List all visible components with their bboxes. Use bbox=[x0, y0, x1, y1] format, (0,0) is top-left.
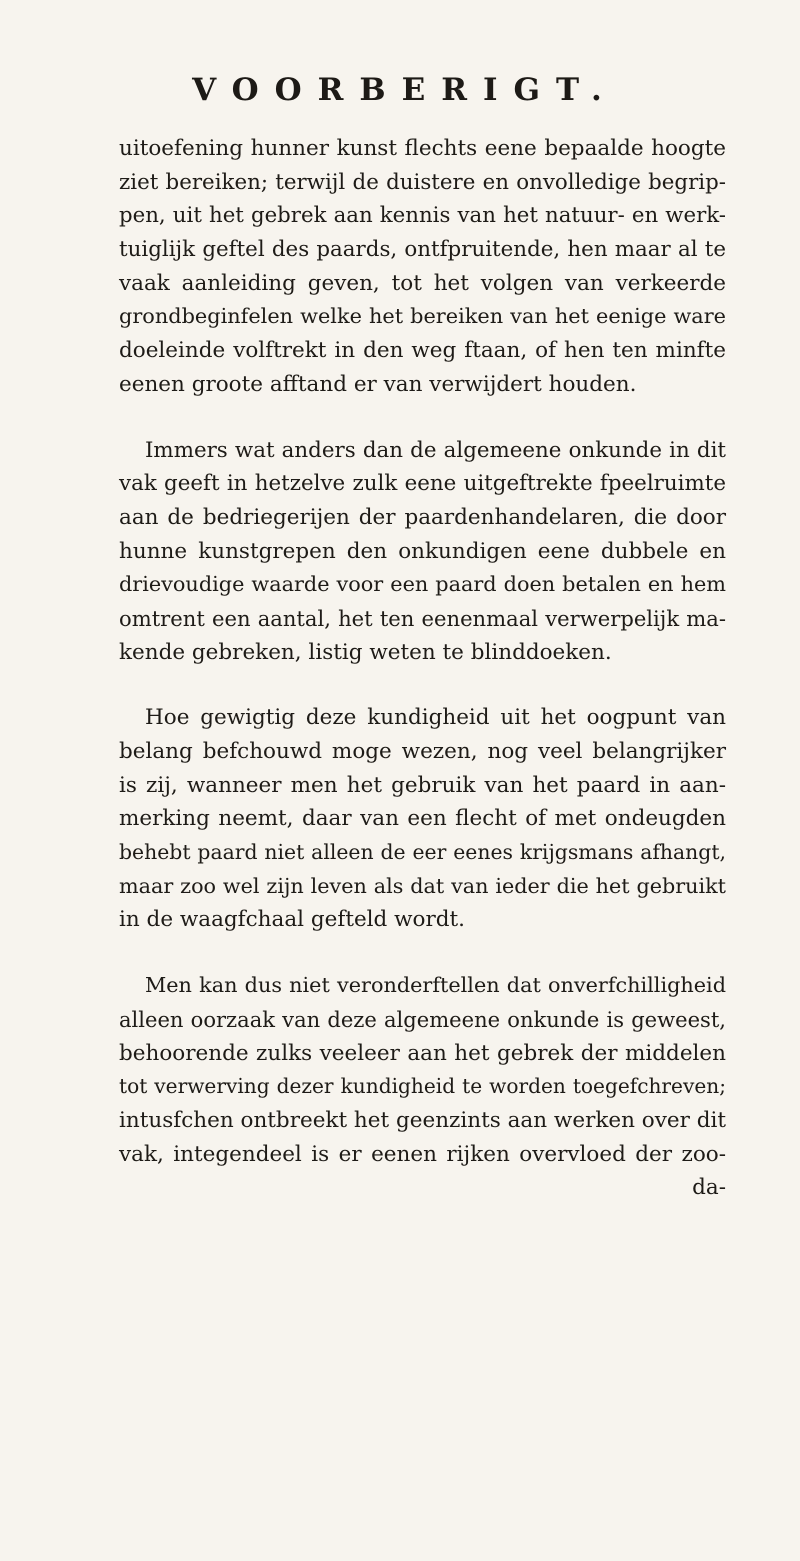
text-line: doeleinde volftrekt in den weg ftaan, of hen ten minfte bbox=[119, 338, 726, 364]
text-line: ziet bereiken; terwijl de duistere en onvolledige begrip- bbox=[119, 169, 726, 195]
text-line: kende gebreken, listig weten te blinddoeken. bbox=[119, 639, 612, 665]
text-line: vaak aanleiding geven, tot het volgen van verkeerde bbox=[119, 270, 726, 296]
text-line: Immers wat anders dan de algemeene onkunde in dit bbox=[145, 437, 726, 463]
text-line: hunne kunstgrepen den onkundigen eene dubbele en bbox=[119, 538, 726, 564]
text-line: Hoe gewigtig deze kundigheid uit het oogpunt van bbox=[145, 705, 726, 731]
text-line: tot verwerving dezer kundigheid te worden toegefchreven; bbox=[119, 1074, 726, 1099]
paragraph-2 bbox=[119, 434, 726, 670]
page-header: VOORBERIGT. bbox=[192, 72, 618, 108]
text-line: aan de bedriegerijen der paardenhandelaren, die door bbox=[119, 504, 726, 530]
text-line: vak, integendeel is er eenen rijken overvloed der zoo- bbox=[119, 1141, 726, 1167]
text-line: behoorende zulks veeleer aan het gebrek der middelen bbox=[119, 1040, 726, 1066]
text-line: intusfchen ontbreekt het geenzints aan werken over dit bbox=[119, 1107, 726, 1133]
text-line: in de waagfchaal gefteld wordt. bbox=[119, 907, 466, 933]
text-line: maar zoo wel zijn leven als dat van ieder die het gebruikt bbox=[119, 873, 726, 898]
text-line: behebt paard niet alleen de eer eenes krijgsmans afhangt, bbox=[119, 840, 726, 865]
catchword: da- bbox=[692, 1175, 726, 1201]
text-line: Men kan dus niet veronderftellen dat onverfchilligheid bbox=[145, 973, 726, 998]
text-line: merking neemt, daar van een flecht of met ondeugden bbox=[119, 806, 726, 832]
paragraph-1 bbox=[119, 132, 726, 402]
paragraph-3 bbox=[119, 701, 726, 937]
text-line: vak geeft in hetzelve zulk eene uitgeftrekte fpeelruimte bbox=[119, 471, 726, 497]
text-line: grondbeginfelen welke het bereiken van het eenige ware bbox=[119, 304, 726, 329]
text-line: pen, uit het gebrek aan kennis van het natuur- en werk- bbox=[119, 203, 726, 229]
text-line: alleen oorzaak van deze algemeene onkunde is geweest, bbox=[119, 1006, 726, 1032]
text-line: uitoefening hunner kunst flechts eene bepaalde hoogte bbox=[119, 136, 726, 161]
page-body bbox=[119, 132, 726, 1205]
text-line: is zij, wanneer men het gebruik van het paard in aan- bbox=[119, 772, 726, 798]
text-line: tuiglijk geftel des paards, ontfpruitende, hen maar al te bbox=[119, 237, 726, 263]
text-line: eenen groote afftand er van verwijdert houden. bbox=[119, 371, 637, 397]
paragraph-4 bbox=[119, 969, 726, 1205]
text-line: omtrent een aantal, het ten eenenmaal verwerpelijk ma- bbox=[119, 605, 726, 631]
text-line: drievoudige waarde voor een paard doen betalen en hem bbox=[119, 572, 726, 597]
text-line: belang befchouwd moge wezen, nog veel belangrijker bbox=[119, 739, 726, 764]
